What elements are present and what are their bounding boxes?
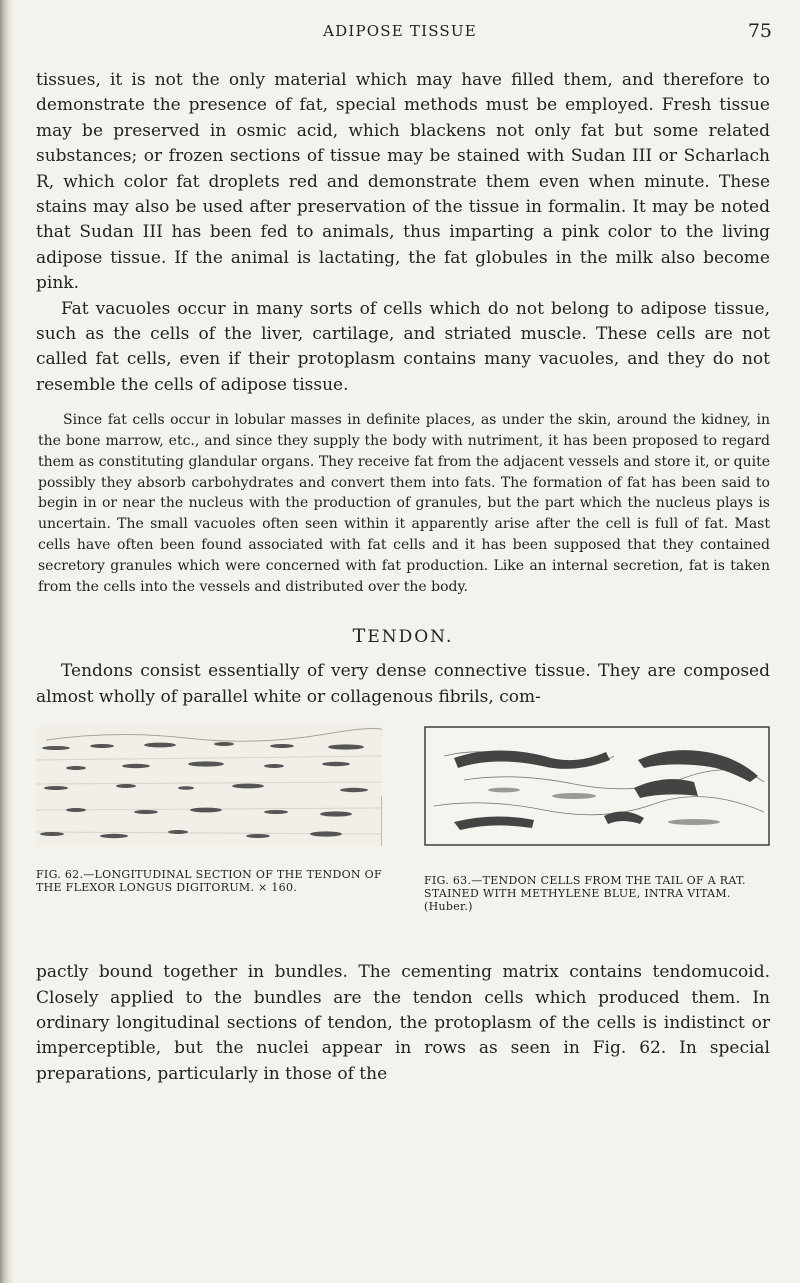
paragraph-1: tissues, it is not the only material which may have filled them, and therefore to demonstrate the presence of fat, special methods must be employed. Fresh tissue may be preserved in osmic acid, which blackens not only fat but some related substances; or frozen sections of tissue may be stained with Sudan III or Scharlach R, which color fat droplets red and demonstrate them even when minute. These stains may also be used after preservation of the tissue in formalin. It may be noted that Sudan III has been fed to animals, thus imparting a pink color to the living adipose tissue. If the animal is lactating, the fat globules in the milk also become pink. <box>36 70 770 294</box>
section-heading-tendon <box>36 625 770 647</box>
figure-62-caption: FIG. 62.—LONGITUDINAL SECTION OF THE TENDON OF THE FLEXOR LONGUS DIGITORUM. × 160. <box>36 868 382 895</box>
figure-63-illustration <box>424 726 770 846</box>
running-head: ADIPOSE TISSUE <box>323 22 477 40</box>
page-header <box>0 20 800 44</box>
paragraph-4: Tendons consist essentially of very dense connective tissue. They are composed almost wholly of parallel white or collagenous fibrils, com- <box>36 661 770 707</box>
figure-row <box>36 726 770 952</box>
paragraph-small-print: Since fat cells occur in lobular masses in definite places, as under the skin, around the kidney, in the bone marrow, etc., and since they supply the body with nutriment, it has been proposed to regard them as constituting glandular organs. They receive fat from the adjacent vessels and store it, or quite possibly they absorb carbohydrates and convert them into fats. The formation of fat has been said to begin in or near the nucleus with the production of granules, but the part which the nucleus plays is uncertain. The small vacuoles often seen within it apparently arise after the cell is full of fat. Mast cells have often been found associated with fat cells and it has been supposed that they contained secretory granules which were concerned with fat production. Like an internal secretion, fat is taken from the cells into the vessels and distributed over the body. <box>38 412 770 595</box>
page-number: 75 <box>747 20 772 42</box>
paragraph-2: Fat vacuoles occur in many sorts of cells which do not belong to adipose tissue, such as the cells of the liver, cartilage, and striated muscle. These cells are not called fat cells, even if their protoplasm contains many vacuoles, and they do not resemble the cells of adipose tissue. <box>36 298 770 395</box>
figure-62 <box>36 726 382 894</box>
page-binding-edge <box>0 0 14 1283</box>
figure-62-illustration <box>36 726 382 846</box>
figure-63 <box>424 726 770 913</box>
page-body <box>36 68 770 1087</box>
paragraph-5: pactly bound together in bundles. The cementing matrix contains tendomucoid. Closely applied to the bundles are the tendon cells which produced them. In ordinary longitudinal sections of tendon, the protoplasm of the cells is indistinct or imperceptible, but the nuclei appear in rows as seen in Fig. 62. In special preparations, particularly in those of the <box>36 962 770 1084</box>
section-heading-initial: T <box>352 625 368 648</box>
section-heading-rest: ENDON. <box>367 627 454 648</box>
figure-63-caption: FIG. 63.—TENDON CELLS FROM THE TAIL OF A RAT. STAINED WITH METHYLENE BLUE, INTRA VITAM. (Huber.) <box>424 874 746 914</box>
